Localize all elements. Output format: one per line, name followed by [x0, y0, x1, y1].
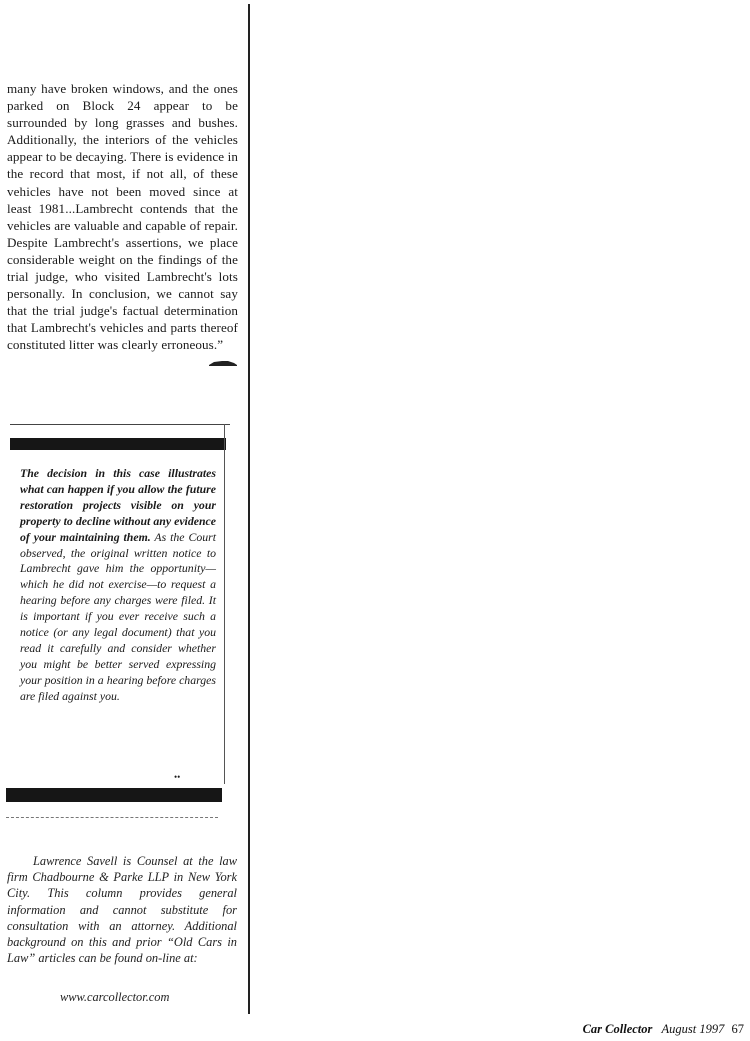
callout-bottom-bar	[6, 788, 222, 802]
callout-right-line	[224, 424, 225, 784]
column-divider	[248, 4, 250, 1014]
pull-quote-box	[6, 422, 224, 804]
section-divider	[6, 817, 218, 818]
author-bio-url[interactable]: www.carcollector.com	[60, 990, 170, 1004]
callout-rest: As the Court observed, the original written notice to Lambrecht gave him the opportunity—which he did not exercise—to request a hearing before any charges were filed. It is important if you ever receive such a notice (or any legal document) that you read it carefully and consider whether you might be better served expressing your position in a hearing before charges are filed against you.	[20, 529, 216, 703]
page-footer	[583, 1022, 744, 1037]
article-body	[7, 80, 238, 367]
callout-text	[20, 466, 216, 705]
article-body-text: many have broken windows, and the ones parked on Block 24 appear to be surrounded by long grasses and bushes. Additionally, the interiors of the vehicles appear to be decaying. There is evidence in the record that most, if not all, of these vehicles have not been moved since at least 1981...Lambrecht contends that the vehicles are valuable and capable of repair. Despite Lambrecht's assertions, we place considerable weight on the findings of the trial judge, who visited Lambrecht's lots personally. In conclusion, we cannot say that the trial judge's factual determination that Lambrecht's vehicles and parts thereof constituted litter was clearly erroneous.”	[7, 81, 238, 353]
footer-page-number: 67	[731, 1022, 744, 1036]
end-mark-car-icon	[208, 359, 238, 367]
callout-lead: The decision in this case illustrates what can happen if you allow the future restoration projects visible on your property to decline without any evidence of your maintaining them.	[20, 466, 216, 544]
author-bio: Lawrence Savell is Counsel at the law firm Chadbourne & Parke LLP in New York City. This column provides general information and cannot substitute for consultation with an attorney. Additional background on this and prior “Old Cars in Law” articles can be found on-line at:	[7, 854, 237, 966]
callout-ornament-icon: ••	[174, 772, 181, 782]
footer-magazine-name: Car Collector	[582, 1022, 653, 1036]
footer-issue-date: August 1997	[661, 1022, 725, 1036]
callout-top-bar	[10, 438, 226, 450]
callout-top-line	[10, 424, 230, 425]
